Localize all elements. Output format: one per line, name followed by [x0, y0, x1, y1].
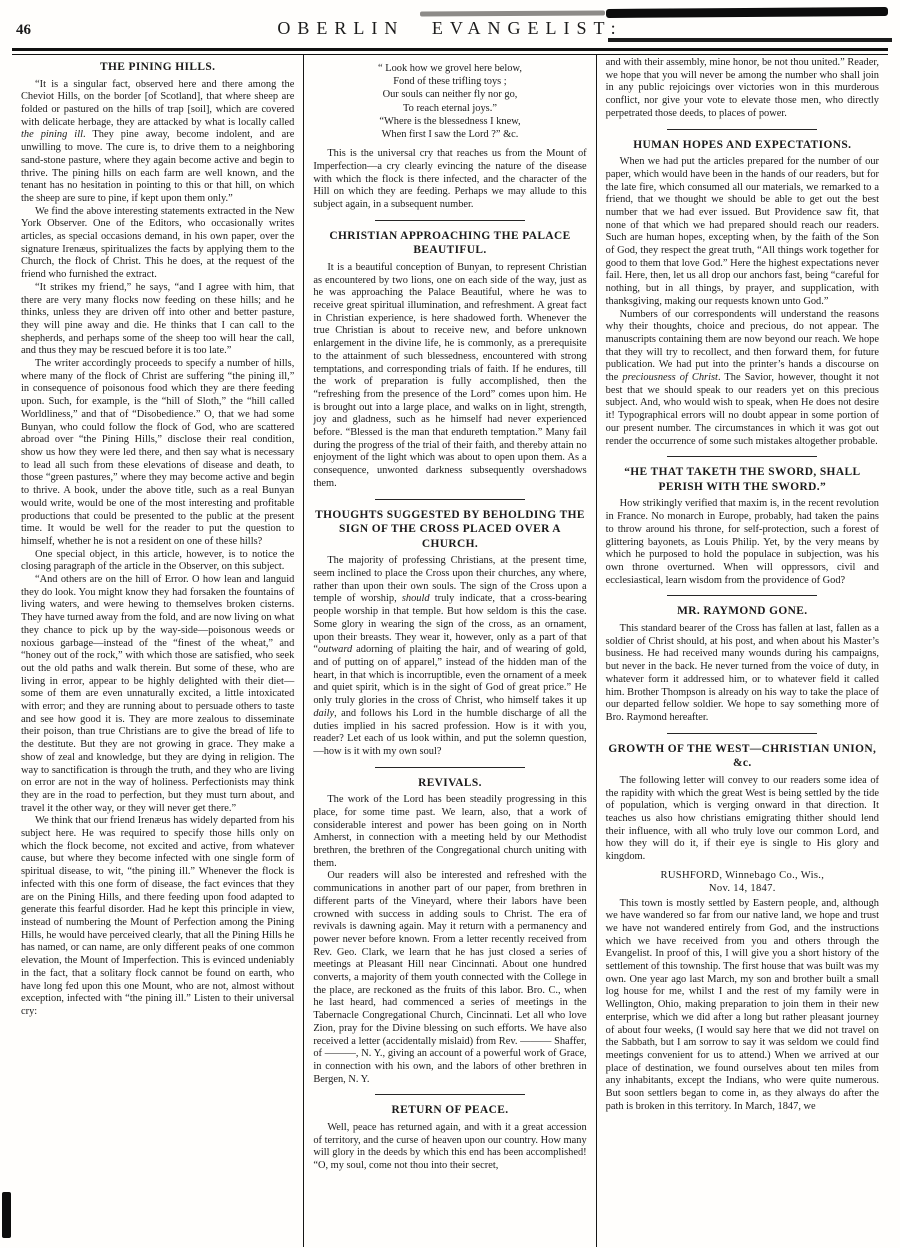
poem [313, 62, 586, 141]
paragraph: We think that our friend Irenæus has widely departed from his subject here. He was required to specify those hills only on which the flock become, not excited and active, from whatever cause, but where they become infected with one single form of spiritual disease, to wit, “the pining ill.” Whenever the flock is infected with this one form of disease, the fact evinces that they are on the Pining Hills, and there feeding upon food adapted to generate this fearful disorder. Had he kept this principle in view, instead of numbering the Mount of Perfection among the Pining Hills, he would have perceived clearly, that all the Pining Hills he has named, or can name, are only different peaks of one common elevation, the Mount of Imperfection. This is evinced undeniably in the fact, that a solitary flock cannot be found on earth, who have long fed upon this one Mount, who are not, almost without exception, infected with “the pining ill.” Listen to their universal cry: [21, 815, 295, 1017]
column-1 [12, 55, 303, 1247]
paragraph: This standard bearer of the Cross has fallen at last, fallen as a soldier of Christ should, at his post, and when about his Master’s business. He had received many wounds during his campaigns, but never in the back. He never turned from the voice of duty, in whatever form it addressed him, or to whatever field it called him. Brother Thompson is already on his way to take the place of our departed fellow soldier. We hope to say something more of Bro. Raymond hereafter. [605, 622, 879, 723]
print-artifact [2, 1192, 11, 1238]
masthead: OBERLIN EVANGELIST: [277, 18, 623, 38]
dateline-line: Nov. 14, 1847. [708, 883, 776, 895]
paragraph: It is a beautiful conception of Bunyan, to represent Christian as encountered by two lions, one on each side of the way, just as he was approaching the Palace Beautiful, where he was to receive great spiritual illumination, and refreshment. A great fact in Christian experience, is here shadowed forth. Whenever the true Christian is about to receive new, and before unknown enlargement in the divine life, he is commonly, as a prerequisite to the attainment of such blessedness, encountered with strong temptations, and corresponding trials of faith. If he endures, till the work of preparation is fully accomplished, then the “refreshing from the presence of the Lord” comes upon him. He is brought out into a large place, and walks on in light, strength, joy and gladness, such as he himself had never experienced before. “Blessed is the man that endureth temptation.” Many fail during the progress of the trial of their faith, and thereby attain no enjoyment of the light which was about to open upon them. As a consequence, unwonted darkness subsequently overshadows them. [313, 261, 587, 489]
paragraph: “It is a singular fact, observed here and there among the Cheviot Hills, on the border [of Scotland], that where sheep are folded or pastured on the hills of trap [soil], which are covered with delicate herbage, they are attacked by what is locally called the pining ill. They pine away, become indolent, and are unwilling to move. The cure is, to drive them to a neighboring sand-stone pasture, where they again become active and begin to thrive. The pining hills on each farm are well known, and the tenant has no hesitation in pointing to this or that hill, on which the sheep are sure to pine, if kept upon them only.” [21, 78, 295, 204]
paragraph: “It strikes my friend,” he says, “and I agree with him, that there are very many flocks now feeding on these hills; and he thinks, unless they are driven off into other and better pasture, they will pine away and die. He thinks that I can call to the shepherds, and perhaps some of the sheep too will hear the call, and thus they may be rescued before it is too late.” [21, 281, 295, 357]
columns [12, 55, 888, 1247]
paragraph: The following letter will convey to our readers some idea of the rapidity with which the great West is being settled by the tide of population, which is verging onward in that direction. It teaches us also how christians emigrating thither should lend their influence, with all who truly love our common Lord, and how they will do it, if their eye is single to His glory and kingdom. [605, 774, 879, 863]
article-heading: HUMAN HOPES AND EXPECTATIONS. [633, 138, 852, 151]
article-heading: MR. RAYMOND GONE. [677, 605, 808, 618]
section-divider [667, 456, 817, 457]
article-heading: GROWTH OF THE WEST—CHRISTIAN UNION, &c. [608, 742, 877, 770]
dateline-line: RUSHFORD, Winnebago Co., Wis., [660, 869, 825, 881]
column-2 [303, 55, 595, 1247]
section-divider [667, 733, 817, 734]
paragraph: Our readers will also be interested and refreshed with the communications in another part of our paper, from brethren in different parts of the Vineyard, where their labors have been crowned with success in adding souls to Christ. The era of revivals is dawning again. May it return with a permanency and power never before known. From a letter recently received from Rev. Geo. Clark, we learn that he has just closed a series of meetings at Pleasant Hill near Cincinnati. About one hundred converts, a majority of them youth connected with the College in the place, are reckoned as the fruits of this labor. Bro. C., when he last heard, had commenced a series of meetings in the Tabernacle Congregational Church, Cincinnati. Let all who love Zion, pray for the Divine blessing on such efforts. We have also received a letter (accidentally mislaid) from Rev. ——— Shaffer, of ———, N. Y., giving an account of a powerful work of Grace, in connection with his own, and the labors of other brethren in Bergen, N. Y. [313, 870, 587, 1085]
poem-line: Fond of these trifling toys ; [393, 76, 507, 88]
poem-line: “ Look how we grovel here below, [378, 63, 522, 74]
paragraph: This town is mostly settled by Eastern people, and, although we have wandered so far from our native land, we hope and trust we have not wandered entirely from God, and the instructions which we have received from you and others through the Evangelist. In proof of this, I will give you a short history of the settlement of this township. The first house that was built was my own. One year ago last March, my son and brother built a small log house for me, whilst I and the rest of my family were in Wellington, Ohio, making preparation to join them in their new enterprise, which we did after a long but rather pleasant journey of about four weeks, (I would say here that we did not travel on the Sabbath, but I am sorrow to say it was seldom we could find meetings convenient for us to attend.) When we arrived at our place of destination, we found ourselves about ten miles from any inhabitants, except the Indians, who were quite numerous. But soon settlers began to come in, as they always do after the path is broken in this territory. In March, 1847, we [605, 897, 879, 1112]
paragraph: We find the above interesting statements extracted in the New York Observer. One of the Editors, who occasionally writes articles, as special occasions demand, in his own paper, over the signature Irenæus, spiritualizes the facts by applying them to the Church, the flock of Christ. This he does, at the request of the friend who furnished the extract. [21, 205, 295, 281]
paragraph: and with their assembly, mine honor, be not thou united.” Reader, we hope that you will never be among the number who shall join in any public rejoicings over victories won in this murderous conflict, nor give your vote to elevate those men, who directly perpetrated those deeds, to places of power. [605, 57, 879, 119]
section-divider [667, 129, 817, 130]
letter-dateline [606, 869, 879, 896]
section-divider [667, 595, 817, 596]
header-rule [12, 48, 888, 55]
section-divider [375, 499, 525, 500]
paragraph: The work of the Lord has been steadily progressing in this place, for some time past. We learn, also, that a work of considerable interest and power has been going on in North Amherst, in connection with a meeting held by our Methodist brethren, the brethren of the Congregational church uniting with them. [313, 794, 587, 869]
article-heading: “HE THAT TAKETH THE SWORD, SHALL PERISH WITH THE SWORD.” [624, 466, 861, 493]
column-3 [596, 55, 888, 1247]
poem-line: Our souls can neither fly nor go, [382, 89, 518, 101]
page-number: 46 [16, 22, 31, 38]
section-divider [375, 1094, 525, 1095]
paragraph: Well, peace has returned again, and with it a great accession of territory, and the curse of heaven upon our country. How many will glory in the deeds by which this end has been accomplished! “O, my soul, come not thou into their secret, [313, 1121, 587, 1172]
paragraph: Numbers of our correspondents will understand the reasons why their thoughts, choice and precious, do not appear. The manuscripts containing them are now beyond our reach. We hope that they will try to recollect, and then forward them, for future publication. We had put into the printer’s hands a discourse on the preciousness of Christ. The Savior, however, thought it not best that we should speak to our readers yet on this precious subject. And, who would wish to speak, when He does not desire it! Typographical errors will no doubt appear in some portion of our present number. The circumstances in which it was got out render the occurrence of some such mistakes altogether probable. [605, 308, 879, 447]
poem-line: “Where is the blessedness I knew, [379, 115, 521, 127]
paragraph: This is the universal cry that reaches us from the Mount of Imperfection—a cry clearly evincing the nature of the disease with which the flock is there infected, and the character of the Hill on which they are feeding. Perhaps we may allude to this subject again, in a subsequent number. [313, 148, 587, 211]
paragraph: The writer accordingly proceeds to specify a number of hills, where many of the flock of Christ are suffering “the pining ill,” in consequence of poisonous food which they are there feeding upon. Such, for example, is the “hill of Sloth,” the “hill called Worldliness,” and that of “Disobedience.” O, that we had some Bunyan, who could follow the flock of God, who are scattered abroad over “the Pining Hills,” disclose their real condition, show us how they were led there, and then say what is necessary to lead all such from these elevations of disease and death, to those “green pastures,” where they may become active and begin to thrive. A book, under the above title, such as a real Bunyan would write, would be one of the most interesting and profitable productions that could be presented to the public at the present time. It would be well for the reader to put the question to himself, whether he is not a resident on one of these hills? [21, 358, 295, 547]
article-heading: REVIVALS. [418, 776, 482, 789]
paragraph: One special object, in this article, however, is to notice the closing paragraph of the article in the Observer, on this subject. [21, 548, 295, 573]
paragraph: When we had put the articles prepared for the number of our paper, which would have been in the hands of our readers, but for the late fire, which consumed all our materials, we remarked to a friend, that we thought we should be able to get out the best number that we had ever issued. But Providence saw fit, that none of that which we had prepared should reach our readers. Such are human hopes, excepting when, by the faith of the Son of God, they respect the great truth, “All things work together for good to them that love God.” Here the highest expectations never fail. Here, then, let us all drop our anchors fast, being “careful for nothing, but in all things, by prayer, and supplication, with thanksgiving, making our requests known unto God.” [605, 156, 879, 307]
paragraph: How strikingly verified that maxim is, in the recent revolution in France. No monarch in Europe, probably, had taken the pains to throw around his throne, for self-protection, such a forest of glittering bayonets, as Louis Philip. Yet, by the very means by which he purposed to hold the populace in subjection, was his own throne overturned. When will oppressors, civil and ecclesiastical, learn wisdom from the providence of God? [605, 498, 879, 586]
poem-line: To reach eternal joys.” [403, 102, 497, 114]
article-heading: RETURN OF PEACE. [391, 1104, 509, 1117]
page-header [0, 0, 900, 44]
section-divider [375, 767, 525, 768]
article-heading: THOUGHTS SUGGESTED BY BEHOLDING THE SIGN OF THE CROSS PLACED OVER A CHURCH. [315, 508, 585, 550]
paragraph: “And others are on the hill of Error. O how lean and languid they do look. You might know they had forsaken the fountains of living waters, and were hewing to themselves broken cisterns. They have turned away from the fold, and are now living on what they chance to pick up by the way-side—poisonous weeds or noxious garbage—instead of the “finest of the wheat,” and “honey out of the rock,” with which those are satisfied, who seek out the old paths and walk therein. But some of these, who are living in error, appear to be highly delighted with their diet—some of them are even unnaturally excited, a little intoxicated with error; and they are running about to persuade others to taste and see how good it is. They are more zealous to disseminate their poison, than true Christians are to give the bread of life to the destitute. But they are not growing in grace. They make a show of zeal and knowledge, but they are dying in religion. The way to sanctification is through the truth, and they who are living on error are not in the way of holiness. Perfectionists may think they are in the road to perfection, but they must turn about, and travel it the other way, or they will never get there.” [21, 574, 295, 814]
section-divider [375, 220, 525, 221]
paragraph: The majority of professing Christians, at the present time, seem inclined to place the Cross upon their churches, any where, rather than upon their own souls. The sign of the Cross upon a temple of worship, should truly indicate, that a cross-bearing people worship in that temple. But how seldom is this the case. Some glory in wearing the sign of the cross, as an ornament, upon their breasts. They wear it, however, only as a part of that “outward adorning of plaiting the hair, and of wearing of gold, and of putting on of apparel,” instead of the hidden man of the heart, in that which is incorruptible, even the ornament of a meek and quiet spirit, which is in the sight of God of great price.” He only truly glories in the cross of Christ, who himself takes it up daily, and follows his Lord in the humble discharge of all the duties implied in his sacred profession. How is it with you, reader? Let each of us look within, and put the solemn question,—how is it with my own soul? [313, 555, 587, 757]
poem-line: When first I saw the Lord ?” &c. [381, 129, 519, 141]
article-heading: CHRISTIAN APPROACHING THE PALACE BEAUTIFUL. [329, 229, 571, 257]
article-heading: THE PINING HILLS. [99, 61, 216, 73]
